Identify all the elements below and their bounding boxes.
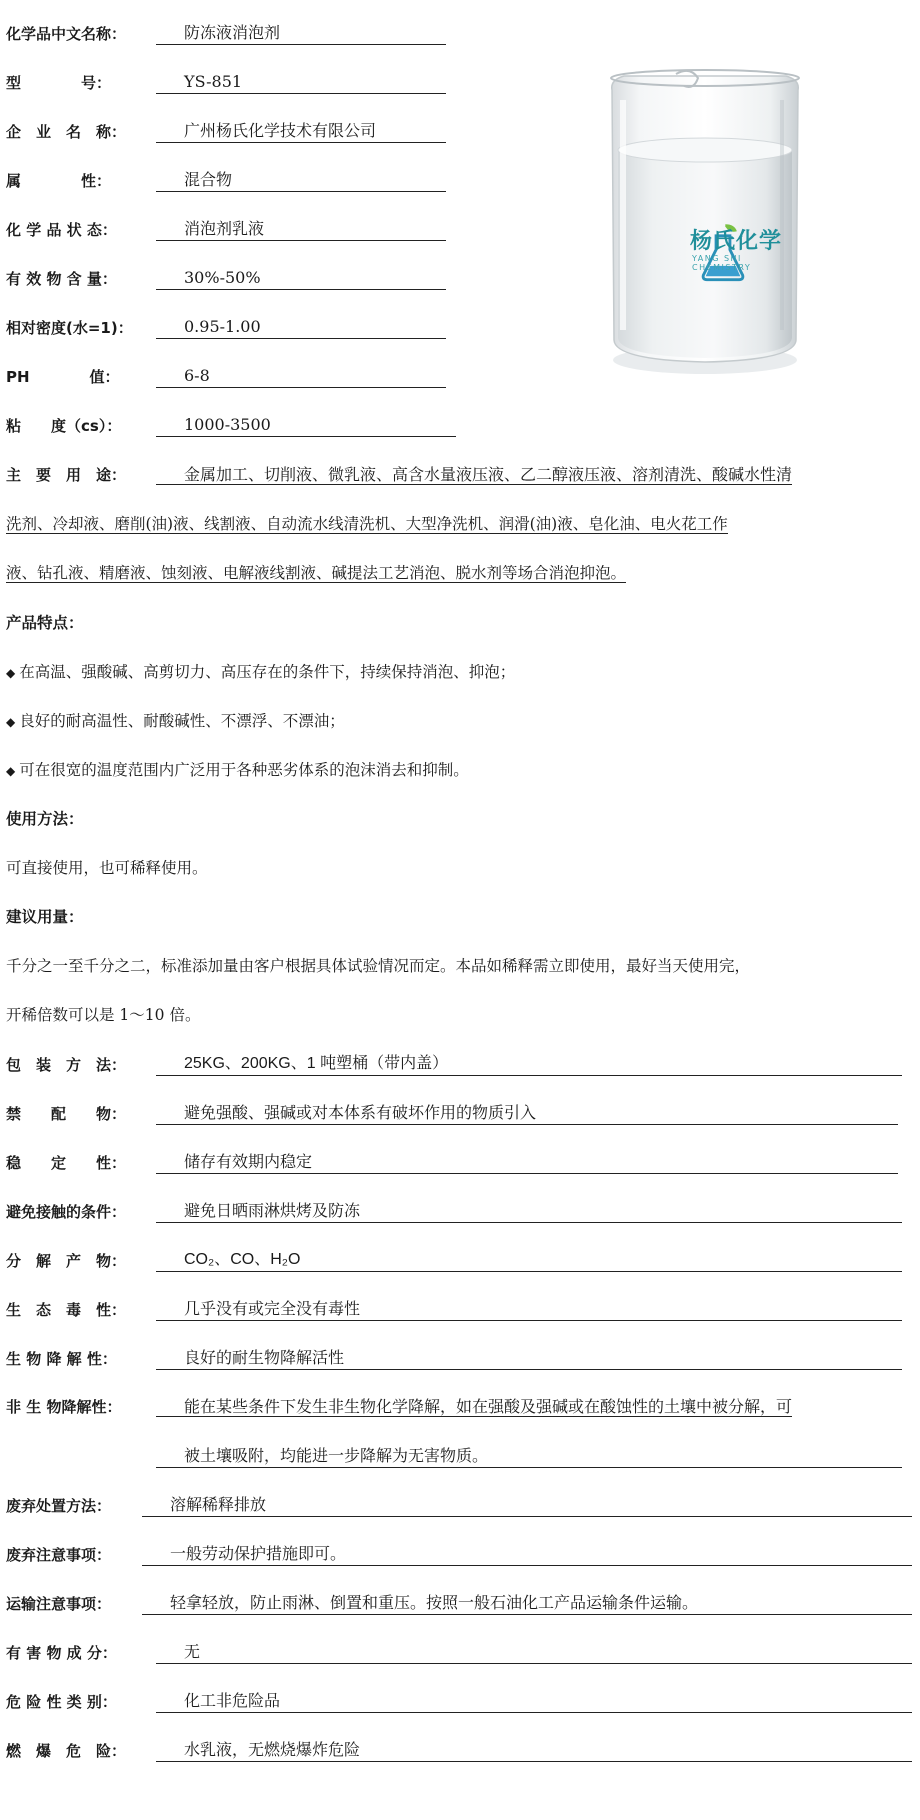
- field-label: 生 物 降 解 性：: [6, 1350, 117, 1368]
- field-value: 避免日晒雨淋烘烤及防冻: [156, 1200, 902, 1223]
- usage-line-1: 金属加工、切削液、微乳液、高含水量液压液、乙二醇液压液、溶剂清洗、酸碱水性清: [156, 465, 792, 485]
- method-heading: 使用方法：: [6, 810, 84, 828]
- field-label: 包 装 方 法：: [6, 1056, 127, 1074]
- field-property: [6, 169, 446, 192]
- field-value: 30%-50%: [156, 267, 446, 290]
- field-chinese-name: [6, 22, 446, 45]
- field-value: 一般劳动保护措施即可。: [142, 1543, 912, 1566]
- field-value: 6-8: [156, 365, 446, 388]
- bullet-icon: ◆: [6, 666, 16, 680]
- field-label: 相对密度(水=1)：: [6, 319, 133, 337]
- field-value: 溶解稀释排放: [142, 1494, 912, 1517]
- field-value: 储存有效期内稳定: [156, 1151, 898, 1174]
- field-incompatible: [6, 1102, 898, 1125]
- field-stability: [6, 1151, 898, 1174]
- field-value: 轻拿轻放，防止雨淋、倒置和重压。按照一般石油化工产品运输条件运输。: [142, 1592, 912, 1615]
- usage-line-2-text: 洗剂、冷却液、磨削(油)液、线割液、自动流水线清洗机、大型净洗机、润滑(油)液、皂化油、电火花工作: [6, 515, 728, 533]
- field-value: 良好的耐生物降解活性: [156, 1347, 902, 1370]
- product-beaker-image: [590, 60, 820, 380]
- field-state: [6, 218, 446, 241]
- field-usage: [6, 464, 792, 486]
- field-value: 消泡剂乳液: [156, 218, 446, 241]
- field-label: 有 害 物 成 分：: [6, 1644, 117, 1662]
- feature-text: 在高温、强酸碱、高剪切力、高压存在的条件下，持续保持消泡、抑泡；: [19, 663, 516, 681]
- field-company: [6, 120, 446, 143]
- dosage-line-2: 开稀倍数可以是 1～10 倍。: [6, 1006, 201, 1024]
- feature-item: [6, 710, 345, 733]
- field-value: 1000-3500: [156, 414, 456, 437]
- field-avoid-conditions: [6, 1200, 902, 1223]
- field-label: 禁 配 物：: [6, 1105, 127, 1123]
- field-value: 化工非危险品: [156, 1690, 912, 1713]
- field-label: 避免接触的条件：: [6, 1203, 127, 1221]
- field-viscosity: [6, 414, 456, 437]
- abiotic-line-2: [156, 1445, 902, 1468]
- feature-text: 良好的耐高温性、耐酸碱性、不漂浮、不漂油；: [19, 712, 345, 730]
- dosage-heading: 建议用量：: [6, 908, 84, 926]
- field-label: PH 值：: [6, 368, 120, 386]
- field-label: 化学品中文名称：: [6, 25, 127, 43]
- method-text: 可直接使用，也可稀释使用。: [6, 859, 208, 877]
- field-transport-notes: [6, 1592, 912, 1615]
- abiotic-line-1: 能在某些条件下发生非生物化学降解，如在强酸及强碱或在酸蚀性的土壤中被分解，可: [156, 1397, 792, 1417]
- usage-line-2: [6, 513, 728, 535]
- field-value: 避免强酸、强碱或对本体系有破坏作用的物质引入: [156, 1102, 898, 1125]
- field-label: 燃 爆 危 险：: [6, 1742, 127, 1760]
- field-value: 广州杨氏化学技术有限公司: [156, 120, 446, 143]
- field-abiotic-degradation: [6, 1396, 792, 1418]
- field-label: 属 性：: [6, 172, 112, 190]
- field-label: 废弃注意事项：: [6, 1546, 112, 1564]
- field-value: CO₂、CO、H₂O: [156, 1249, 902, 1272]
- bullet-icon: ◆: [6, 715, 16, 729]
- field-label: 有 效 物 含 量：: [6, 270, 117, 288]
- field-label: 生 态 毒 性：: [6, 1301, 127, 1319]
- field-disposal-notes: [6, 1543, 912, 1566]
- field-label: 危 险 性 类 别：: [6, 1693, 117, 1711]
- field-hazardous-components: [6, 1641, 912, 1664]
- usage-line-3: [6, 562, 626, 584]
- field-label: 主 要 用 途：: [6, 466, 127, 484]
- field-explosion-hazard: [6, 1739, 912, 1762]
- field-label: 型 号：: [6, 74, 112, 92]
- field-active-content: [6, 267, 446, 290]
- field-label: 运输注意事项：: [6, 1595, 112, 1613]
- field-value: YS-851: [156, 71, 446, 94]
- field-label: 非 生 物降解性：: [6, 1398, 122, 1416]
- field-value: 混合物: [156, 169, 446, 192]
- feature-item: [6, 661, 515, 684]
- field-value: 0.95-1.00: [156, 316, 446, 339]
- field-value: 防冻液消泡剂: [156, 22, 446, 45]
- field-label: 废弃处置方法：: [6, 1497, 112, 1515]
- beaker-icon: [590, 60, 820, 380]
- field-value: 几乎没有或完全没有毒性: [156, 1298, 902, 1321]
- brand-logo: [648, 222, 798, 282]
- feature-text: 可在很宽的温度范围内广泛用于各种恶劣体系的泡沫消去和抑制。: [19, 761, 469, 779]
- field-decomposition: [6, 1249, 902, 1272]
- feature-item: [6, 759, 469, 782]
- field-disposal: [6, 1494, 912, 1517]
- field-ecotoxicity: [6, 1298, 902, 1321]
- field-value: 25KG、200KG、1 吨塑桶（带内盖）: [156, 1053, 902, 1076]
- brand-name-en: YANG SHI CHEMISTRY: [692, 254, 752, 272]
- field-label: 稳 定 性：: [6, 1154, 127, 1172]
- field-label: 化 学 品 状 态：: [6, 221, 117, 239]
- field-model: [6, 71, 446, 94]
- field-label: 粘 度（cs）：: [6, 417, 122, 435]
- field-ph: [6, 365, 446, 388]
- field-value: 无: [156, 1641, 912, 1664]
- field-value: 水乳液，无燃烧爆炸危险: [156, 1739, 912, 1762]
- abiotic-line-2-text: 被土壤吸附，均能进一步降解为无害物质。: [156, 1445, 902, 1468]
- field-packaging: [6, 1053, 902, 1076]
- usage-line-3-text: 液、钻孔液、精磨液、蚀刻液、电解液线割液、碱提法工艺消泡、脱水剂等场合消泡抑泡。: [6, 564, 627, 582]
- brand-name-cn: 杨氏化学: [690, 229, 783, 254]
- dosage-line-1: 千分之一至千分之二，标准添加量由客户根据具体试验情况而定。本品如稀释需立即使用，最好当天使用完，: [6, 957, 751, 975]
- features-heading: 产品特点：: [6, 614, 84, 632]
- field-density: [6, 316, 446, 339]
- field-hazard-class: [6, 1690, 912, 1713]
- field-label: 企 业 名 称：: [6, 123, 127, 141]
- field-biodegradability: [6, 1347, 902, 1370]
- bullet-icon: ◆: [6, 764, 16, 778]
- field-label: 分 解 产 物：: [6, 1252, 127, 1270]
